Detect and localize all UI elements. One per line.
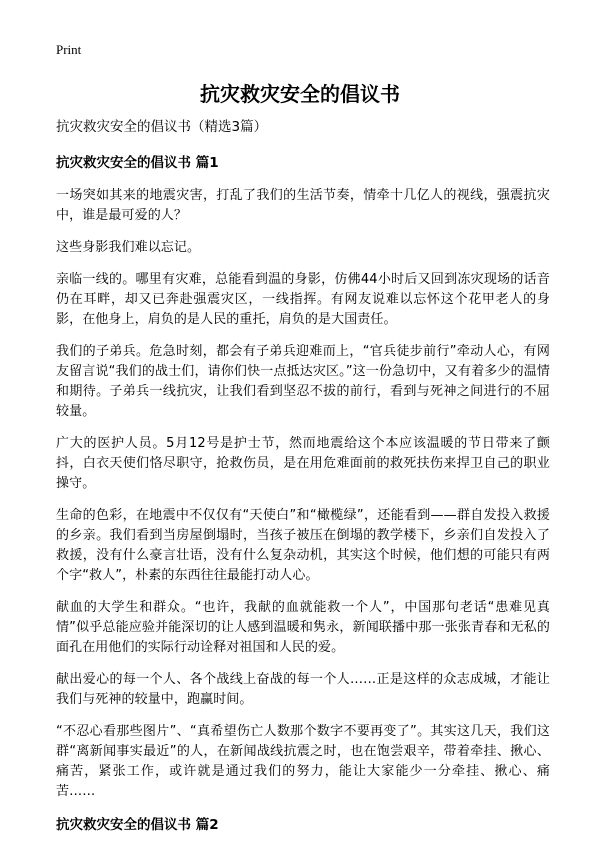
- print-link[interactable]: Print: [56, 42, 82, 57]
- paragraph: 献出爱心的每一个人、各个战线上奋战的每一个人……正是这样的众志成城，才能让我们与死神的较量中，跑赢时间。: [56, 672, 550, 707]
- paragraph: 一场突如其来的地震灾害，打乱了我们的生活节奏，情牵十几亿人的视线，强震抗灾中，谁是最可爱的人？: [56, 188, 550, 223]
- section-heading-1: 抗灾救灾安全的倡议书 篇1: [56, 155, 219, 171]
- paragraph: 我们的子弟兵。危急时刻，都会有子弟兵迎难而上，“官兵徒步前行”牵动人心，有网友留言说“我们的战士们，请你们快一点抵达灾区。”这一份急切中，又有着多少的温情和期待。子弟兵一线抗灾，让我们看到坚忍不拔的前行，看到与死神之间进行的不屈较量。: [56, 344, 550, 419]
- paragraph: 亲临一线的。哪里有灾难，总能看到温的身影，仿佛44小时后又回到冻灾现场的话音仍在耳畔，却又已奔赴强震灾区，一线指挥。有网友说难以忘怀这个花甲老人的身影，在他身上，肩负的是人民的重托，肩负的是大国责任。: [56, 272, 550, 327]
- document-title: 抗灾救灾安全的倡议书: [200, 82, 400, 106]
- paragraph: 生命的色彩，在地震中不仅仅有“天使白”和“橄榄绿”，还能看到——群自发投入救援的乡亲。我们看到当房屋倒塌时，当孩子被压在倒塌的教学楼下，乡亲们自发投入了救援，没有什么豪言壮语，没有什么复杂动机，其实这个时候，他们想的可能只有两个字“救人”，朴素的东西往往最能打动人心。: [56, 508, 550, 583]
- paragraph: 献血的大学生和群众。“也许，我献的血就能救一个人”，中国那句老话“患难见真情”似乎总能应验并能深切的让人感到温暖和隽永，新闻联播中那一张张青春和无私的面孔在用他们的实际行动诠释对祖国和人民的爱。: [56, 600, 550, 655]
- document-body: [56, 116, 550, 848]
- paragraph: 广大的医护人员。5月12号是护士节，然而地震给这个本应该温暖的节日带来了颤抖，白衣天使们恪尽职守，抢救伤员，是在用危难面前的救死扶伤来捍卫自己的职业操守。: [56, 436, 550, 491]
- section-heading-2: 抗灾救灾安全的倡议书 篇2: [56, 817, 219, 833]
- paragraph: 这些身影我们难以忘记。: [56, 240, 201, 255]
- paragraph: “不忍心看那些图片”、“真希望伤亡人数那个数字不要再变了”。其实这几天，我们这群“离新闻事实最近”的人，在新闻战线抗震之时，也在饱尝艰辛，带着牵挂、揪心、痛苦，紧张工作，或许就是通过我们的努力，能让大家能少一分牵挂、揪心、痛苦……: [56, 724, 550, 799]
- document-subtitle: 抗灾救灾安全的倡议书（精选3篇）: [56, 119, 268, 135]
